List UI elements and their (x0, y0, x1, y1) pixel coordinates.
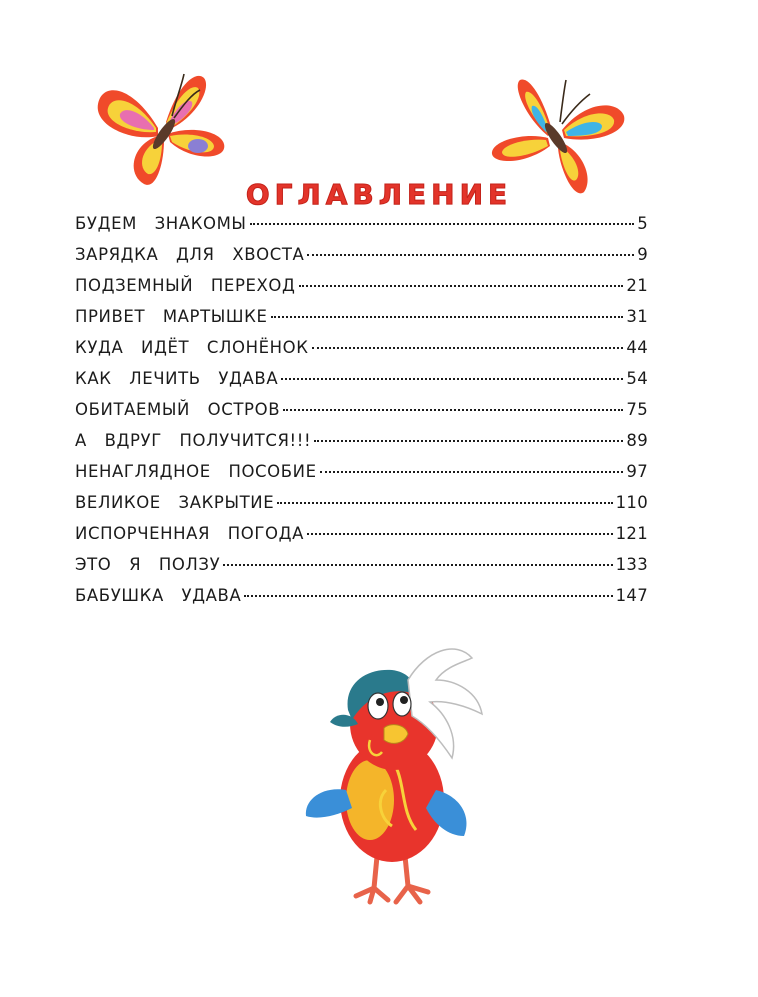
page-title: ОГЛАВЛЕНИЕ (245, 178, 513, 211)
toc-dot-leader (281, 378, 623, 380)
toc-entry (75, 524, 648, 555)
toc-entry-page-number: 9 (637, 245, 648, 264)
toc-entry-title: ЗАРЯДКА ДЛЯ ХВОСТА (75, 245, 305, 264)
toc-entry-title: ВЕЛИКОЕ ЗАКРЫТИЕ (75, 493, 275, 512)
toc-entry-page-number: 75 (626, 400, 648, 419)
table-of-contents (75, 214, 648, 617)
toc-dot-leader (223, 564, 612, 566)
toc-entry-page-number: 147 (615, 586, 648, 605)
toc-dot-leader (283, 409, 623, 411)
toc-dot-leader (244, 595, 612, 597)
toc-entry-page-number: 54 (626, 369, 648, 388)
toc-entry-title: БАБУШКА УДАВА (75, 586, 242, 605)
toc-entry-page-number: 21 (626, 276, 648, 295)
toc-entry (75, 586, 648, 617)
toc-dot-leader (299, 285, 624, 287)
toc-entry (75, 307, 648, 338)
toc-entry (75, 276, 648, 307)
toc-dot-leader (271, 316, 624, 318)
toc-dot-leader (250, 223, 635, 225)
toc-entry-title: ЭТО Я ПОЛЗУ (75, 555, 221, 574)
toc-entry-page-number: 31 (626, 307, 648, 326)
toc-entry-page-number: 97 (626, 462, 648, 481)
toc-entry-title: ИСПОРЧЕННАЯ ПОГОДА (75, 524, 305, 543)
toc-entry-title: НЕНАГЛЯДНОЕ ПОСОБИЕ (75, 462, 317, 481)
toc-entry (75, 462, 648, 493)
toc-entry-page-number: 44 (626, 338, 648, 357)
toc-entry (75, 431, 648, 462)
toc-entry-title: ПРИВЕТ МАРТЫШКЕ (75, 307, 268, 326)
toc-dot-leader (277, 502, 612, 504)
toc-entry (75, 338, 648, 369)
toc-entry (75, 493, 648, 524)
toc-entry-title: КАК ЛЕЧИТЬ УДАВА (75, 369, 279, 388)
toc-entry-title: А ВДРУГ ПОЛУЧИТСЯ!!! (75, 431, 312, 450)
toc-entry (75, 555, 648, 586)
toc-entry (75, 369, 648, 400)
toc-entry (75, 214, 648, 245)
toc-entry-page-number: 5 (637, 214, 648, 233)
toc-dot-leader (307, 533, 613, 535)
toc-dot-leader (320, 471, 624, 473)
toc-dot-leader (307, 254, 634, 256)
toc-entry (75, 245, 648, 276)
toc-entry-page-number: 110 (615, 493, 648, 512)
toc-entry-title: ПОДЗЕМНЫЙ ПЕРЕХОД (75, 276, 296, 295)
toc-entry-page-number: 121 (615, 524, 648, 543)
toc-entry-page-number: 89 (626, 431, 648, 450)
toc-dot-leader (314, 440, 623, 442)
toc-entry-page-number: 133 (615, 555, 648, 574)
toc-entry (75, 400, 648, 431)
toc-entry-title: КУДА ИДЁТ СЛОНЁНОК (75, 338, 309, 357)
parrot-illustration (296, 640, 494, 912)
toc-dot-leader (312, 347, 624, 349)
toc-entry-title: БУДЕМ ЗНАКОМЫ (75, 214, 247, 233)
toc-entry-title: ОБИТАЕМЫЙ ОСТРОВ (75, 400, 281, 419)
